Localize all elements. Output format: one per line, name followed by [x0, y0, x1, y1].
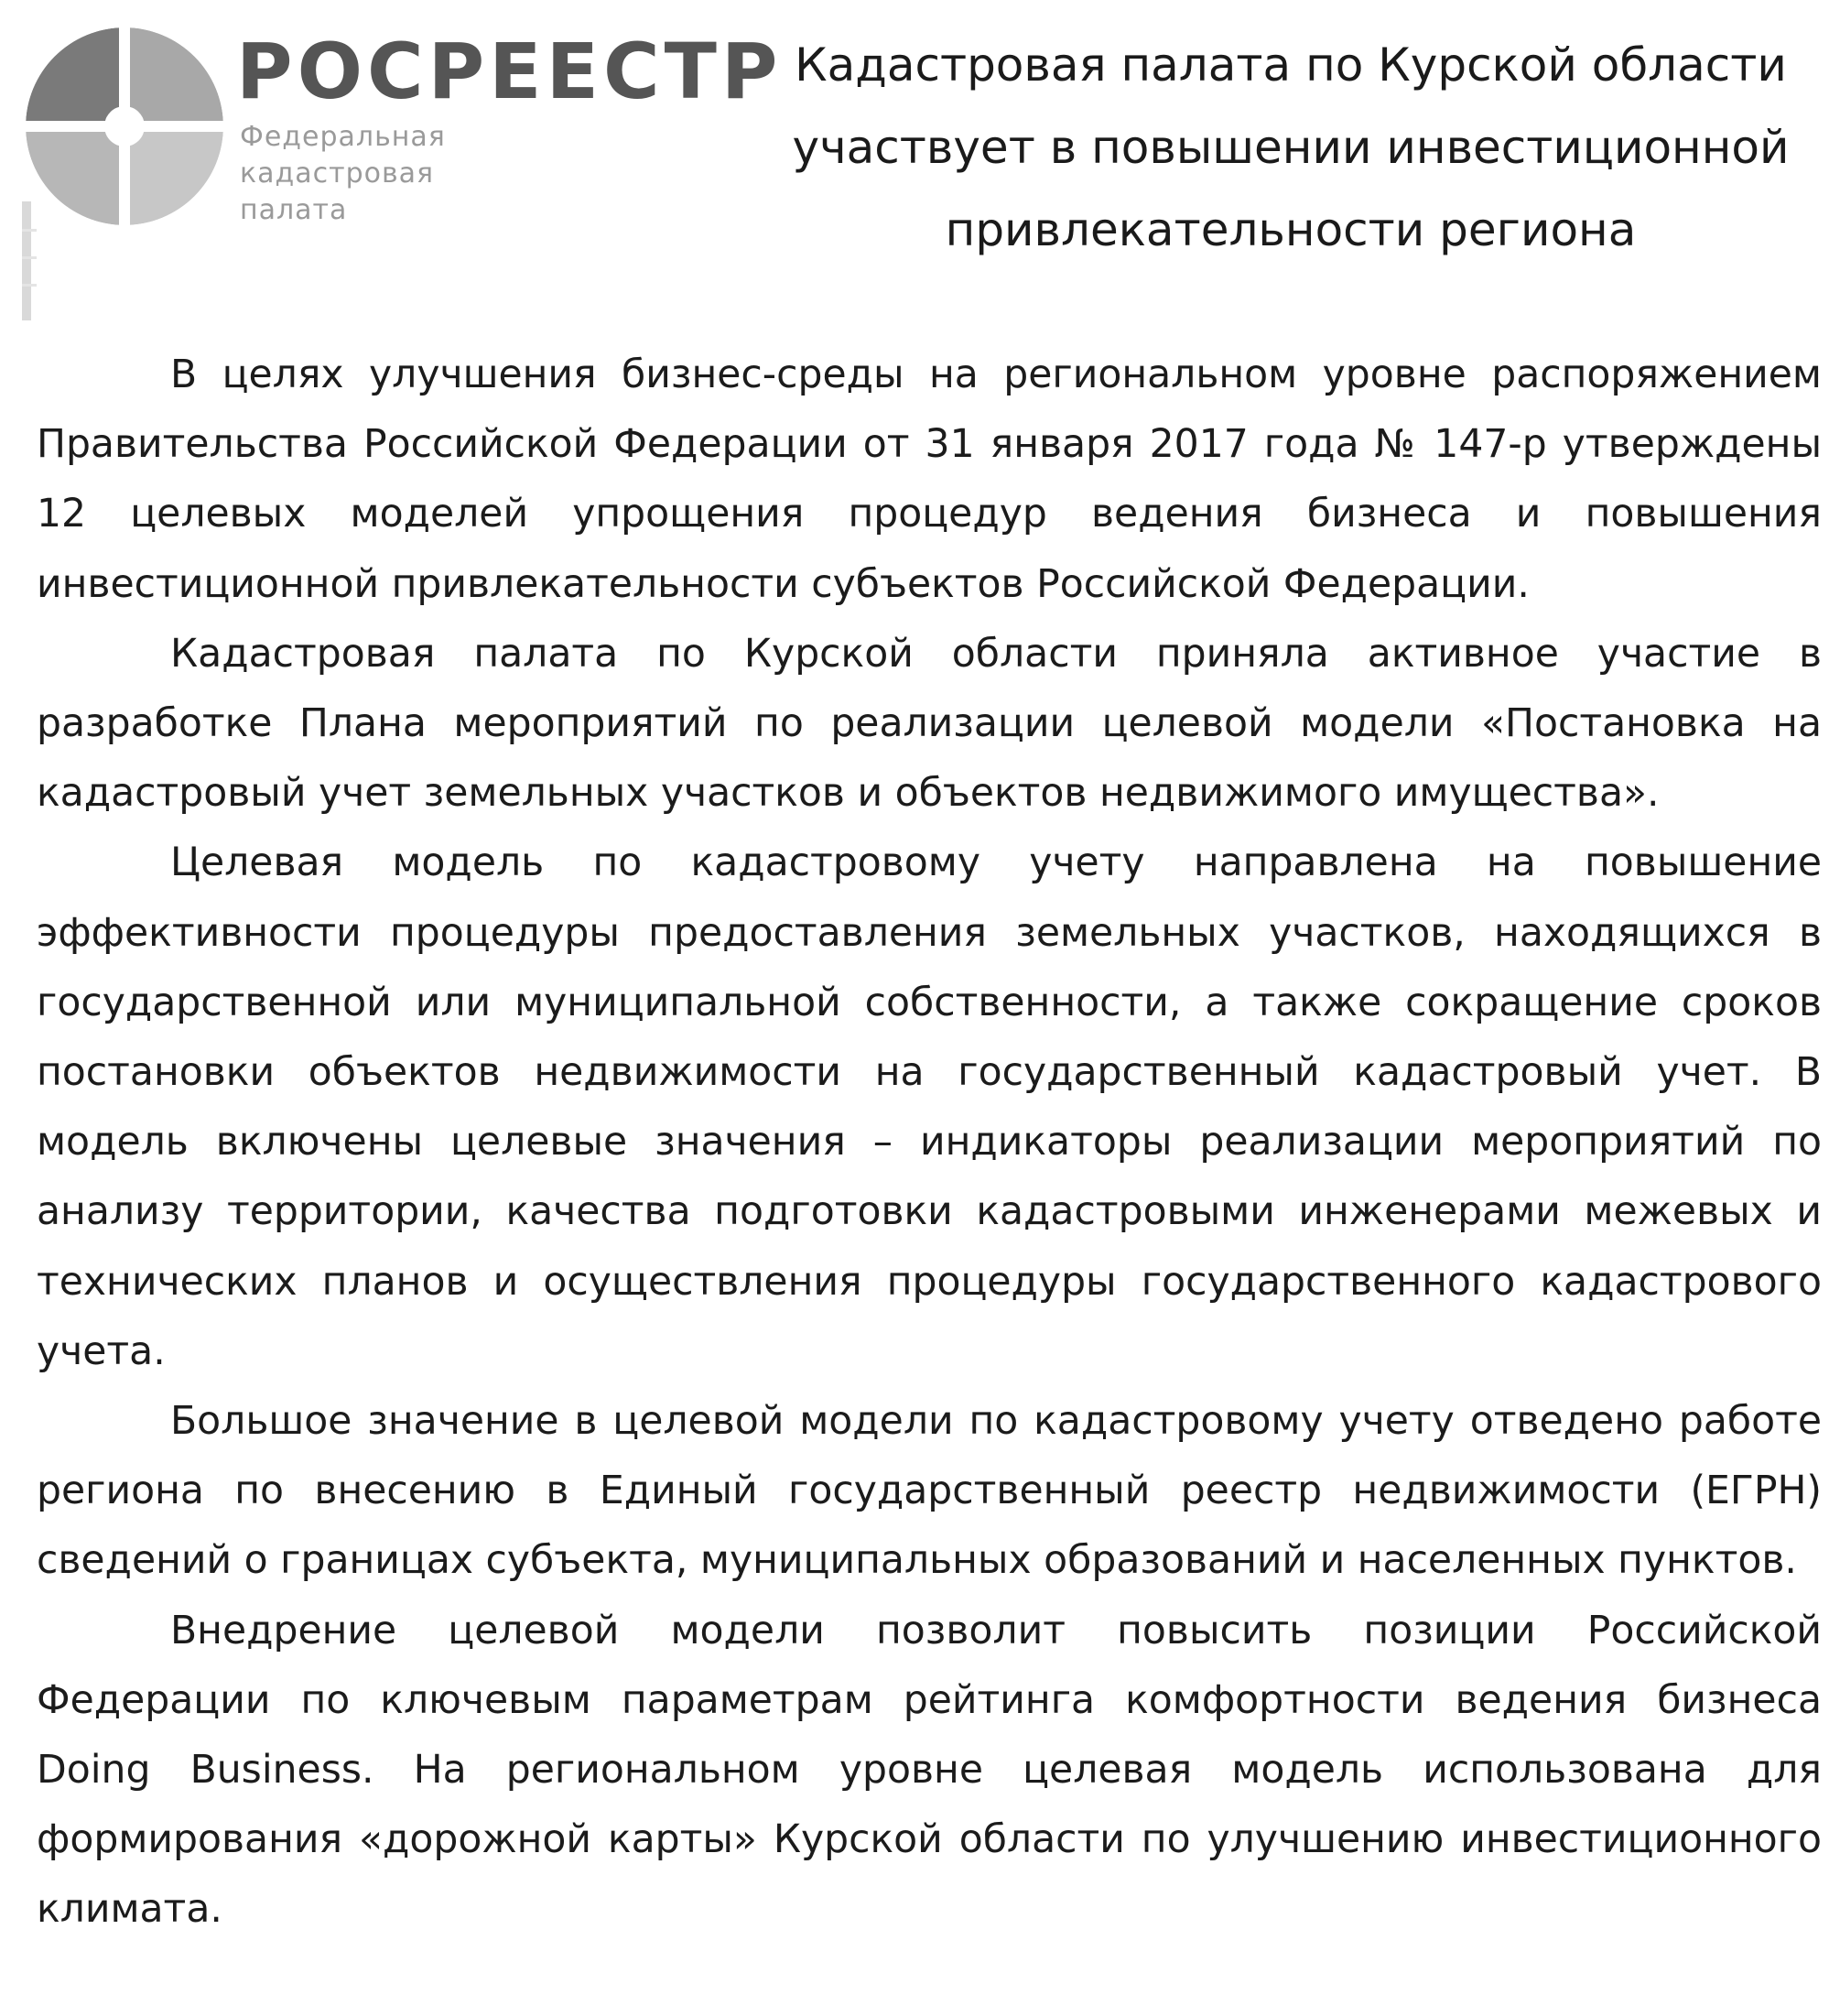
body-paragraph: Кадастровая палата по Курской области приняла активное участие в разработке Плана мероприятий по реализации целевой модели «Постановка на кадастровый учет земельных участков и объектов недвижимого имущества».	[37, 631, 1822, 817]
body-paragraph: Большое значение в целевой модели по кадастровому учету отведено работе региона по внесению в Единый государственный реестр недвижимости (ЕГРН) сведений о границах субъекта, муниципальных образований и населенных пунктов.	[37, 1399, 1822, 1584]
title-line: участвует в повышении инвестиционной	[792, 121, 1790, 174]
title-line: Кадастровая палата по Курской области	[795, 38, 1787, 92]
title-line: привлекательности региона	[945, 203, 1637, 256]
logo-subtitle-line: Федеральная	[240, 121, 446, 153]
logo-subtitle-line: палата	[240, 194, 348, 226]
logo-wordmark: РОСРЕЕСТР	[236, 27, 783, 116]
logo-subtitle-line: кадастровая	[240, 157, 435, 190]
document-header	[0, 0, 1829, 311]
rosreestr-logo-icon	[22, 18, 223, 320]
document-body	[37, 341, 1822, 1946]
body-paragraph: В целях улучшения бизнес-среды на региональном уровне распоряжением Правительства Российской Федерации от 31 января 2017 года № 147-р утверждены 12 целевых моделей упрощения процедур ведения бизнеса и повышения инвестиционной привлекательности субъектов Российской Федерации.	[37, 352, 1822, 607]
logo-subtitle	[240, 119, 478, 229]
document-title	[769, 24, 1813, 271]
body-paragraph: Внедрение целевой модели позволит повысить позиции Российской Федерации по ключевым параметрам рейтинга комфортности ведения бизнеса Doing Business. На региональном уровне целевая модель использована для формирования «дорожной карты» Курской области по улучшению инвестиционного климата.	[37, 1608, 1822, 1933]
body-paragraph: Целевая модель по кадастровому учету направлена на повышение эффективности процедуры предоставления земельных участков, находящихся в государственной или муниципальной собственности, а также сокращение сроков постановки объектов недвижимости на государственный кадастровый учет. В модель включены целевые значения – индикаторы реализации мероприятий по анализу территории, качества подготовки кадастровыми инженерами межевых и технических планов и осуществления процедуры государственного кадастрового учета.	[37, 840, 1822, 1374]
